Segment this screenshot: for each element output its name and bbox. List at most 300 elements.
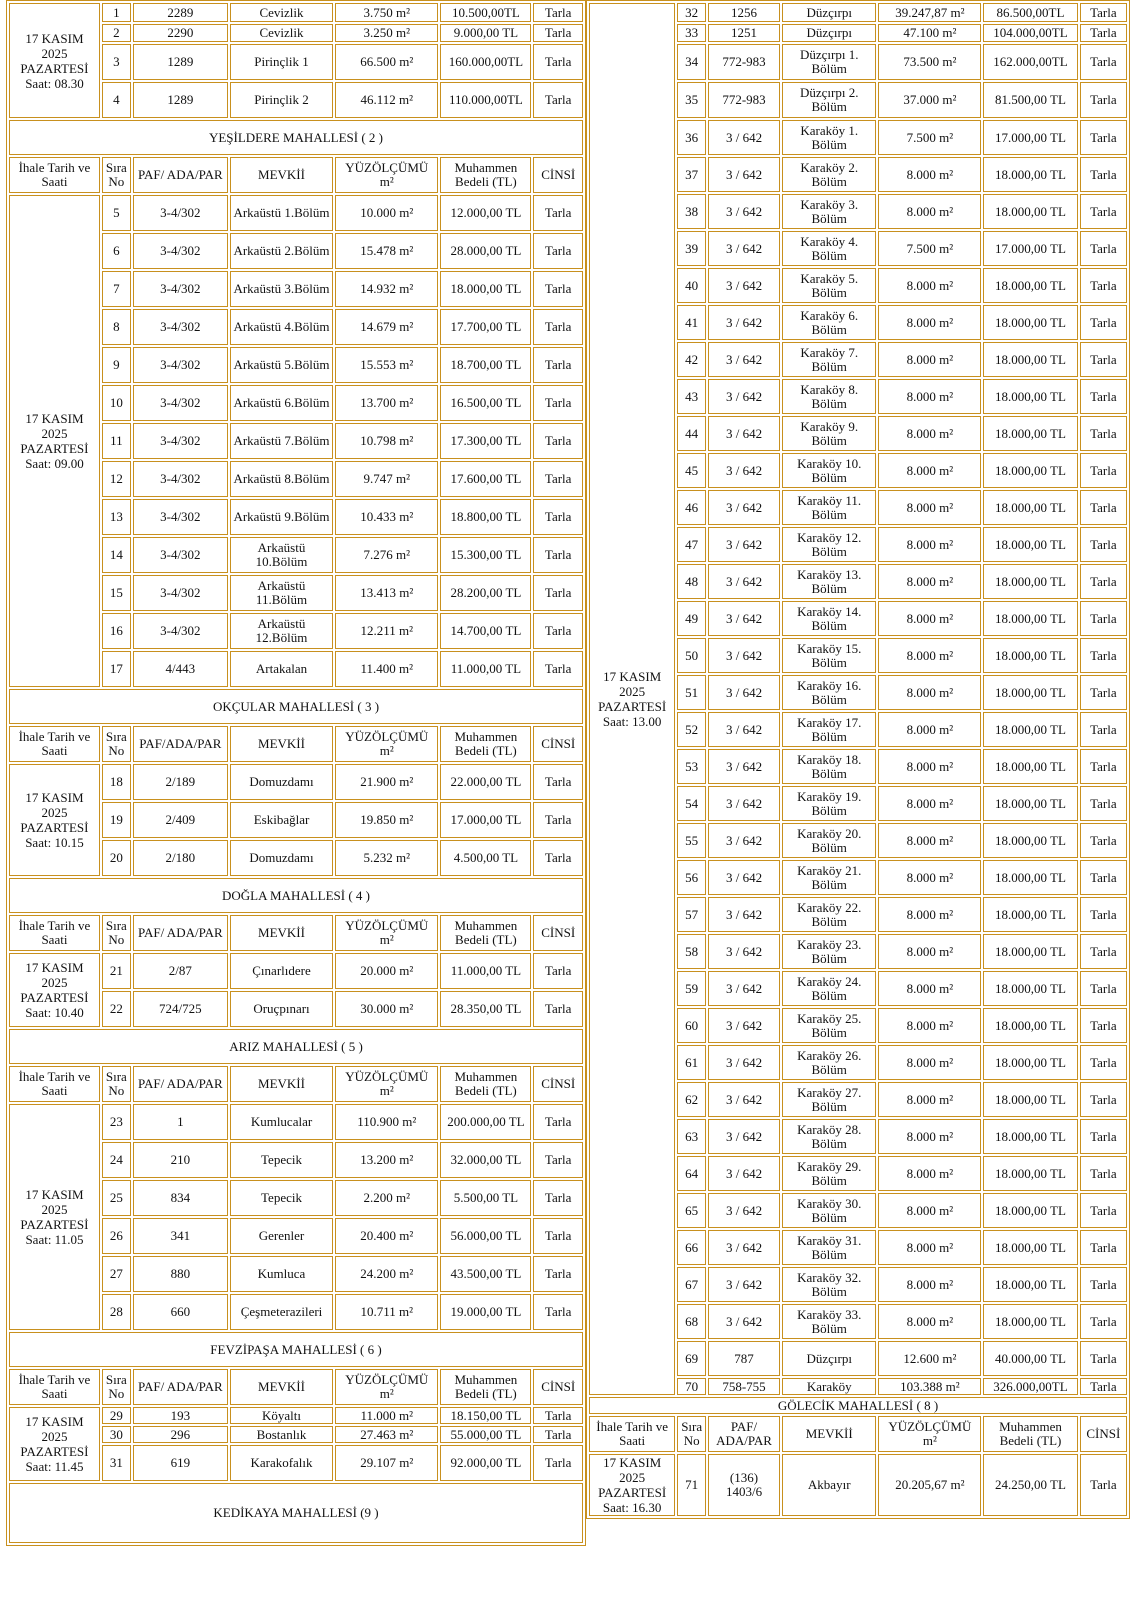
location: Karaköy 23. Bölüm	[782, 934, 877, 969]
land-type: Tarla	[1080, 1304, 1127, 1339]
location: Arkaüstü 8.Bölüm	[230, 461, 333, 497]
land-type: Tarla	[533, 24, 583, 42]
area: 3.750 m²	[335, 3, 438, 22]
land-type: Tarla	[533, 44, 583, 80]
row-number: 62	[677, 1082, 706, 1117]
location: Arkaüstü 2.Bölüm	[230, 233, 333, 269]
land-type: Tarla	[1080, 1045, 1127, 1080]
paf-ada-par: 3 / 642	[708, 823, 780, 858]
estimated-price: 15.300,00 TL	[440, 537, 531, 573]
area: 8.000 m²	[878, 453, 981, 488]
location: Arkaüstü 4.Bölüm	[230, 309, 333, 345]
row-number: 8	[102, 309, 131, 345]
row-number: 53	[677, 749, 706, 784]
location: Karaköy 9. Bölüm	[782, 416, 877, 451]
paf-ada-par: 3 / 642	[708, 1193, 780, 1228]
paf-ada-par: 3-4/302	[133, 271, 228, 307]
area: 8.000 m²	[878, 897, 981, 932]
header-area: YÜZÖLÇÜMÜ m²	[335, 915, 438, 951]
location: Karaköy 21. Bölüm	[782, 860, 877, 895]
row-number: 5	[102, 195, 131, 231]
header-area: YÜZÖLÇÜMÜ m²	[335, 157, 438, 193]
paf-ada-par: 3 / 642	[708, 1119, 780, 1154]
location: Cevizlik	[230, 3, 333, 22]
row-number: 26	[102, 1218, 131, 1254]
paf-ada-par: 3 / 642	[708, 638, 780, 673]
estimated-price: 18.150,00 TL	[440, 1407, 531, 1424]
paf-ada-par: 772-983	[708, 44, 780, 80]
area: 15.478 m²	[335, 233, 438, 269]
land-type: Tarla	[1080, 1341, 1127, 1376]
row-number: 12	[102, 461, 131, 497]
paf-ada-par: 3 / 642	[708, 379, 780, 414]
paf-ada-par: 3 / 642	[708, 1230, 780, 1265]
row-number: 46	[677, 490, 706, 525]
estimated-price: 17.300,00 TL	[440, 423, 531, 459]
estimated-price: 19.000,00 TL	[440, 1294, 531, 1330]
row-number: 37	[677, 157, 706, 192]
estimated-price: 160.000,00TL	[440, 44, 531, 80]
estimated-price: 18.000,00 TL	[983, 1230, 1078, 1265]
estimated-price: 18.000,00 TL	[983, 1119, 1078, 1154]
location: Arkaüstü 1.Bölüm	[230, 195, 333, 231]
estimated-price: 18.000,00 TL	[983, 1267, 1078, 1302]
area: 8.000 m²	[878, 971, 981, 1006]
estimated-price: 18.000,00 TL	[983, 1156, 1078, 1191]
row-number: 47	[677, 527, 706, 562]
estimated-price: 16.500,00 TL	[440, 385, 531, 421]
location: Tepecik	[230, 1142, 333, 1178]
location: Karaköy 17. Bölüm	[782, 712, 877, 747]
table-row	[589, 3, 1127, 22]
area: 8.000 m²	[878, 1304, 981, 1339]
land-type: Tarla	[1080, 897, 1127, 932]
estimated-price: 4.500,00 TL	[440, 840, 531, 876]
area: 8.000 m²	[878, 638, 981, 673]
estimated-price: 110.000,00TL	[440, 82, 531, 118]
header-price: Muhammen Bedeli (TL)	[440, 157, 531, 193]
row-number: 41	[677, 305, 706, 340]
header-paf: PAF/ ADA/PAR	[708, 1416, 780, 1452]
location: Karaköy 2. Bölüm	[782, 157, 877, 192]
area: 13.200 m²	[335, 1142, 438, 1178]
section-title: ARIZ MAHALLESİ ( 5 )	[9, 1029, 583, 1064]
paf-ada-par: 3 / 642	[708, 1267, 780, 1302]
estimated-price: 162.000,00TL	[983, 44, 1078, 80]
location: Karaköy 8. Bölüm	[782, 379, 877, 414]
area: 66.500 m²	[335, 44, 438, 80]
row-number: 9	[102, 347, 131, 383]
land-type: Tarla	[533, 802, 583, 838]
row-number: 67	[677, 1267, 706, 1302]
paf-ada-par: 3-4/302	[133, 499, 228, 535]
estimated-price: 28.000,00 TL	[440, 233, 531, 269]
location: Gerenler	[230, 1218, 333, 1254]
location: Arkaüstü 5.Bölüm	[230, 347, 333, 383]
land-type: Tarla	[533, 764, 583, 800]
row-number: 43	[677, 379, 706, 414]
estimated-price: 18.000,00 TL	[983, 342, 1078, 377]
land-type: Tarla	[533, 575, 583, 611]
auction-date: 17 KASIM 2025 PAZARTESİ Saat: 09.00	[9, 195, 100, 687]
area: 8.000 m²	[878, 1119, 981, 1154]
land-type: Tarla	[1080, 120, 1127, 155]
paf-ada-par: 660	[133, 1294, 228, 1330]
estimated-price: 18.800,00 TL	[440, 499, 531, 535]
land-type: Tarla	[533, 233, 583, 269]
estimated-price: 18.000,00 TL	[983, 934, 1078, 969]
land-type: Tarla	[533, 1445, 583, 1481]
paf-ada-par: 3 / 642	[708, 490, 780, 525]
area: 29.107 m²	[335, 1445, 438, 1481]
paf-ada-par: 2/409	[133, 802, 228, 838]
estimated-price: 18.000,00 TL	[983, 1045, 1078, 1080]
paf-ada-par: 1289	[133, 44, 228, 80]
location: Karaköy 10. Bölüm	[782, 453, 877, 488]
header-price: Muhammen Bedeli (TL)	[440, 726, 531, 762]
estimated-price: 5.500,00 TL	[440, 1180, 531, 1216]
row-number: 49	[677, 601, 706, 636]
header-price: Muhammen Bedeli (TL)	[440, 1369, 531, 1405]
location: Karaköy 6. Bölüm	[782, 305, 877, 340]
estimated-price: 17.600,00 TL	[440, 461, 531, 497]
location: Karaköy 5. Bölüm	[782, 268, 877, 303]
row-number: 60	[677, 1008, 706, 1043]
land-type: Tarla	[1080, 786, 1127, 821]
land-type: Tarla	[1080, 231, 1127, 266]
estimated-price: 9.000,00 TL	[440, 24, 531, 42]
paf-ada-par: 1256	[708, 3, 780, 22]
area: 47.100 m²	[878, 24, 981, 42]
paf-ada-par: (136) 1403/6	[708, 1454, 780, 1516]
area: 13.413 m²	[335, 575, 438, 611]
row-number: 3	[102, 44, 131, 80]
area: 9.747 m²	[335, 461, 438, 497]
row-number: 71	[677, 1454, 706, 1516]
column-header-row	[9, 726, 583, 762]
header-area: YÜZÖLÇÜMÜ m²	[335, 726, 438, 762]
row-number: 63	[677, 1119, 706, 1154]
estimated-price: 32.000,00 TL	[440, 1142, 531, 1178]
paf-ada-par: 3 / 642	[708, 416, 780, 451]
header-sira: Sıra No	[677, 1416, 706, 1452]
area: 8.000 m²	[878, 1267, 981, 1302]
land-type: Tarla	[1080, 749, 1127, 784]
area: 15.553 m²	[335, 347, 438, 383]
header-sira: Sıra No	[102, 1369, 131, 1405]
paf-ada-par: 3 / 642	[708, 194, 780, 229]
section-title-row	[9, 1029, 583, 1064]
estimated-price: 18.000,00 TL	[983, 490, 1078, 525]
land-type: Tarla	[533, 1256, 583, 1292]
area: 8.000 m²	[878, 786, 981, 821]
location: Düzçırpı	[782, 3, 877, 22]
header-date: İhale Tarih ve Saati	[9, 157, 100, 193]
estimated-price: 18.000,00 TL	[983, 897, 1078, 932]
paf-ada-par: 2/180	[133, 840, 228, 876]
area: 3.250 m²	[335, 24, 438, 42]
header-sira: Sıra No	[102, 1066, 131, 1102]
left-auction-table	[6, 0, 586, 1546]
land-type: Tarla	[1080, 157, 1127, 192]
paf-ada-par: 3 / 642	[708, 971, 780, 1006]
section-title-row	[589, 1397, 1127, 1414]
location: Eskibağlar	[230, 802, 333, 838]
estimated-price: 18.000,00 TL	[983, 564, 1078, 599]
location: Çınarlıdere	[230, 953, 333, 989]
area: 37.000 m²	[878, 82, 981, 118]
location: Kumluca	[230, 1256, 333, 1292]
land-type: Tarla	[533, 499, 583, 535]
location: Oruçpınarı	[230, 991, 333, 1027]
paf-ada-par: 3 / 642	[708, 860, 780, 895]
land-type: Tarla	[533, 195, 583, 231]
row-number: 44	[677, 416, 706, 451]
row-number: 56	[677, 860, 706, 895]
land-type: Tarla	[533, 1426, 583, 1443]
area: 8.000 m²	[878, 934, 981, 969]
area: 14.679 m²	[335, 309, 438, 345]
row-number: 17	[102, 651, 131, 687]
paf-ada-par: 3 / 642	[708, 268, 780, 303]
location: Tepecik	[230, 1180, 333, 1216]
row-number: 36	[677, 120, 706, 155]
row-number: 39	[677, 231, 706, 266]
land-type: Tarla	[1080, 379, 1127, 414]
estimated-price: 17.000,00 TL	[983, 120, 1078, 155]
estimated-price: 18.000,00 TL	[983, 194, 1078, 229]
location: Arkaüstü 3.Bölüm	[230, 271, 333, 307]
estimated-price: 18.000,00 TL	[983, 860, 1078, 895]
location: Karaköy 33. Bölüm	[782, 1304, 877, 1339]
section-title: FEVZİPAŞA MAHALLESİ ( 6 )	[9, 1332, 583, 1367]
land-type: Tarla	[533, 423, 583, 459]
row-number: 10	[102, 385, 131, 421]
table-row	[9, 1104, 583, 1140]
land-type: Tarla	[533, 309, 583, 345]
land-type: Tarla	[1080, 416, 1127, 451]
land-type: Tarla	[533, 1407, 583, 1424]
paf-ada-par: 3 / 642	[708, 749, 780, 784]
row-number: 22	[102, 991, 131, 1027]
land-type: Tarla	[1080, 860, 1127, 895]
header-date: İhale Tarih ve Saati	[9, 1066, 100, 1102]
land-type: Tarla	[533, 1218, 583, 1254]
estimated-price: 24.250,00 TL	[983, 1454, 1078, 1516]
header-date: İhale Tarih ve Saati	[589, 1416, 675, 1452]
estimated-price: 18.000,00 TL	[983, 416, 1078, 451]
location: Karaköy 31. Bölüm	[782, 1230, 877, 1265]
paf-ada-par: 3-4/302	[133, 423, 228, 459]
land-type: Tarla	[1080, 638, 1127, 673]
row-number: 29	[102, 1407, 131, 1424]
estimated-price: 18.000,00 TL	[983, 1082, 1078, 1117]
row-number: 27	[102, 1256, 131, 1292]
column-header-row	[9, 157, 583, 193]
area: 8.000 m²	[878, 416, 981, 451]
header-type: CİNSİ	[533, 157, 583, 193]
row-number: 11	[102, 423, 131, 459]
area: 27.463 m²	[335, 1426, 438, 1443]
location: Çeşmeterazileri	[230, 1294, 333, 1330]
estimated-price: 18.000,00 TL	[440, 271, 531, 307]
land-type: Tarla	[533, 271, 583, 307]
area: 30.000 m²	[335, 991, 438, 1027]
table-row	[9, 3, 583, 22]
paf-ada-par: 2/87	[133, 953, 228, 989]
land-type: Tarla	[1080, 712, 1127, 747]
row-number: 64	[677, 1156, 706, 1191]
land-type: Tarla	[1080, 3, 1127, 22]
section-title: DOĞLA MAHALLESİ ( 4 )	[9, 878, 583, 913]
area: 8.000 m²	[878, 823, 981, 858]
area: 21.900 m²	[335, 764, 438, 800]
estimated-price: 104.000,00TL	[983, 24, 1078, 42]
area: 14.932 m²	[335, 271, 438, 307]
paf-ada-par: 3 / 642	[708, 527, 780, 562]
row-number: 42	[677, 342, 706, 377]
land-type: Tarla	[1080, 675, 1127, 710]
estimated-price: 11.000,00 TL	[440, 953, 531, 989]
header-price: Muhammen Bedeli (TL)	[440, 1066, 531, 1102]
estimated-price: 18.000,00 TL	[983, 527, 1078, 562]
header-area: YÜZÖLÇÜMÜ m²	[335, 1066, 438, 1102]
area: 8.000 m²	[878, 268, 981, 303]
row-number: 30	[102, 1426, 131, 1443]
row-number: 32	[677, 3, 706, 22]
row-number: 24	[102, 1142, 131, 1178]
location: Karaköy 22. Bölüm	[782, 897, 877, 932]
land-type: Tarla	[533, 1180, 583, 1216]
land-type: Tarla	[1080, 1119, 1127, 1154]
row-number: 19	[102, 802, 131, 838]
row-number: 14	[102, 537, 131, 573]
estimated-price: 10.500,00TL	[440, 3, 531, 22]
paf-ada-par: 341	[133, 1218, 228, 1254]
land-type: Tarla	[1080, 934, 1127, 969]
header-sira: Sıra No	[102, 726, 131, 762]
area: 11.000 m²	[335, 1407, 438, 1424]
estimated-price: 18.000,00 TL	[983, 675, 1078, 710]
estimated-price: 43.500,00 TL	[440, 1256, 531, 1292]
row-number: 69	[677, 1341, 706, 1376]
row-number: 48	[677, 564, 706, 599]
location: Karaköy 29. Bölüm	[782, 1156, 877, 1191]
row-number: 54	[677, 786, 706, 821]
location: Bostanlık	[230, 1426, 333, 1443]
column-header-row	[9, 1066, 583, 1102]
paf-ada-par: 3-4/302	[133, 347, 228, 383]
estimated-price: 18.000,00 TL	[983, 268, 1078, 303]
header-mevkii: MEVKİİ	[230, 1369, 333, 1405]
row-number: 25	[102, 1180, 131, 1216]
location: Karaköy 24. Bölüm	[782, 971, 877, 1006]
estimated-price: 18.000,00 TL	[983, 1008, 1078, 1043]
area: 8.000 m²	[878, 601, 981, 636]
location: Arkaüstü 10.Bölüm	[230, 537, 333, 573]
column-header-row	[9, 915, 583, 951]
land-type: Tarla	[1080, 453, 1127, 488]
location: Karaköy	[782, 1378, 877, 1395]
paf-ada-par: 758-755	[708, 1378, 780, 1395]
estimated-price: 18.000,00 TL	[983, 379, 1078, 414]
estimated-price: 28.350,00 TL	[440, 991, 531, 1027]
land-type: Tarla	[533, 82, 583, 118]
row-number: 35	[677, 82, 706, 118]
land-type: Tarla	[533, 385, 583, 421]
location: Karaköy 27. Bölüm	[782, 1082, 877, 1117]
land-type: Tarla	[1080, 1008, 1127, 1043]
estimated-price: 18.700,00 TL	[440, 347, 531, 383]
area: 8.000 m²	[878, 675, 981, 710]
row-number: 4	[102, 82, 131, 118]
location: Akbayır	[782, 1454, 877, 1516]
paf-ada-par: 2289	[133, 3, 228, 22]
land-type: Tarla	[1080, 1454, 1127, 1516]
estimated-price: 18.000,00 TL	[983, 971, 1078, 1006]
column-header-row	[589, 1416, 1127, 1452]
paf-ada-par: 3 / 642	[708, 453, 780, 488]
location: Pirinçlik 1	[230, 44, 333, 80]
row-number: 34	[677, 44, 706, 80]
paf-ada-par: 3 / 642	[708, 305, 780, 340]
paf-ada-par: 3 / 642	[708, 120, 780, 155]
estimated-price: 326.000,00TL	[983, 1378, 1078, 1395]
header-mevkii: MEVKİİ	[782, 1416, 877, 1452]
estimated-price: 81.500,00 TL	[983, 82, 1078, 118]
area: 12.600 m²	[878, 1341, 981, 1376]
auction-date: 17 KASIM 2025 PAZARTESİ Saat: 11.45	[9, 1407, 100, 1481]
row-number: 59	[677, 971, 706, 1006]
land-type: Tarla	[1080, 1267, 1127, 1302]
estimated-price: 14.700,00 TL	[440, 613, 531, 649]
estimated-price: 18.000,00 TL	[983, 823, 1078, 858]
header-type: CİNSİ	[533, 1369, 583, 1405]
location: Karaköy 14. Bölüm	[782, 601, 877, 636]
area: 8.000 m²	[878, 1082, 981, 1117]
auction-date: 17 KASIM 2025 PAZARTESİ Saat: 10.40	[9, 953, 100, 1027]
paf-ada-par: 834	[133, 1180, 228, 1216]
estimated-price: 18.000,00 TL	[983, 1193, 1078, 1228]
area: 103.388 m²	[878, 1378, 981, 1395]
location: Karaköy 13. Bölüm	[782, 564, 877, 599]
land-type: Tarla	[533, 3, 583, 22]
land-type: Tarla	[533, 991, 583, 1027]
row-number: 38	[677, 194, 706, 229]
section-title-row	[9, 1483, 583, 1543]
right-auction-table	[586, 0, 1130, 1519]
estimated-price: 18.000,00 TL	[983, 638, 1078, 673]
table-row	[9, 764, 583, 800]
paf-ada-par: 3-4/302	[133, 575, 228, 611]
estimated-price: 200.000,00 TL	[440, 1104, 531, 1140]
estimated-price: 18.000,00 TL	[983, 601, 1078, 636]
area: 110.900 m²	[335, 1104, 438, 1140]
table-row	[9, 1407, 583, 1424]
area: 10.000 m²	[335, 195, 438, 231]
header-price: Muhammen Bedeli (TL)	[440, 915, 531, 951]
paf-ada-par: 193	[133, 1407, 228, 1424]
row-number: 50	[677, 638, 706, 673]
land-type: Tarla	[533, 1294, 583, 1330]
row-number: 31	[102, 1445, 131, 1481]
paf-ada-par: 724/725	[133, 991, 228, 1027]
paf-ada-par: 3 / 642	[708, 1156, 780, 1191]
paf-ada-par: 880	[133, 1256, 228, 1292]
land-type: Tarla	[1080, 82, 1127, 118]
location: Düzçırpı	[782, 1341, 877, 1376]
row-number: 61	[677, 1045, 706, 1080]
